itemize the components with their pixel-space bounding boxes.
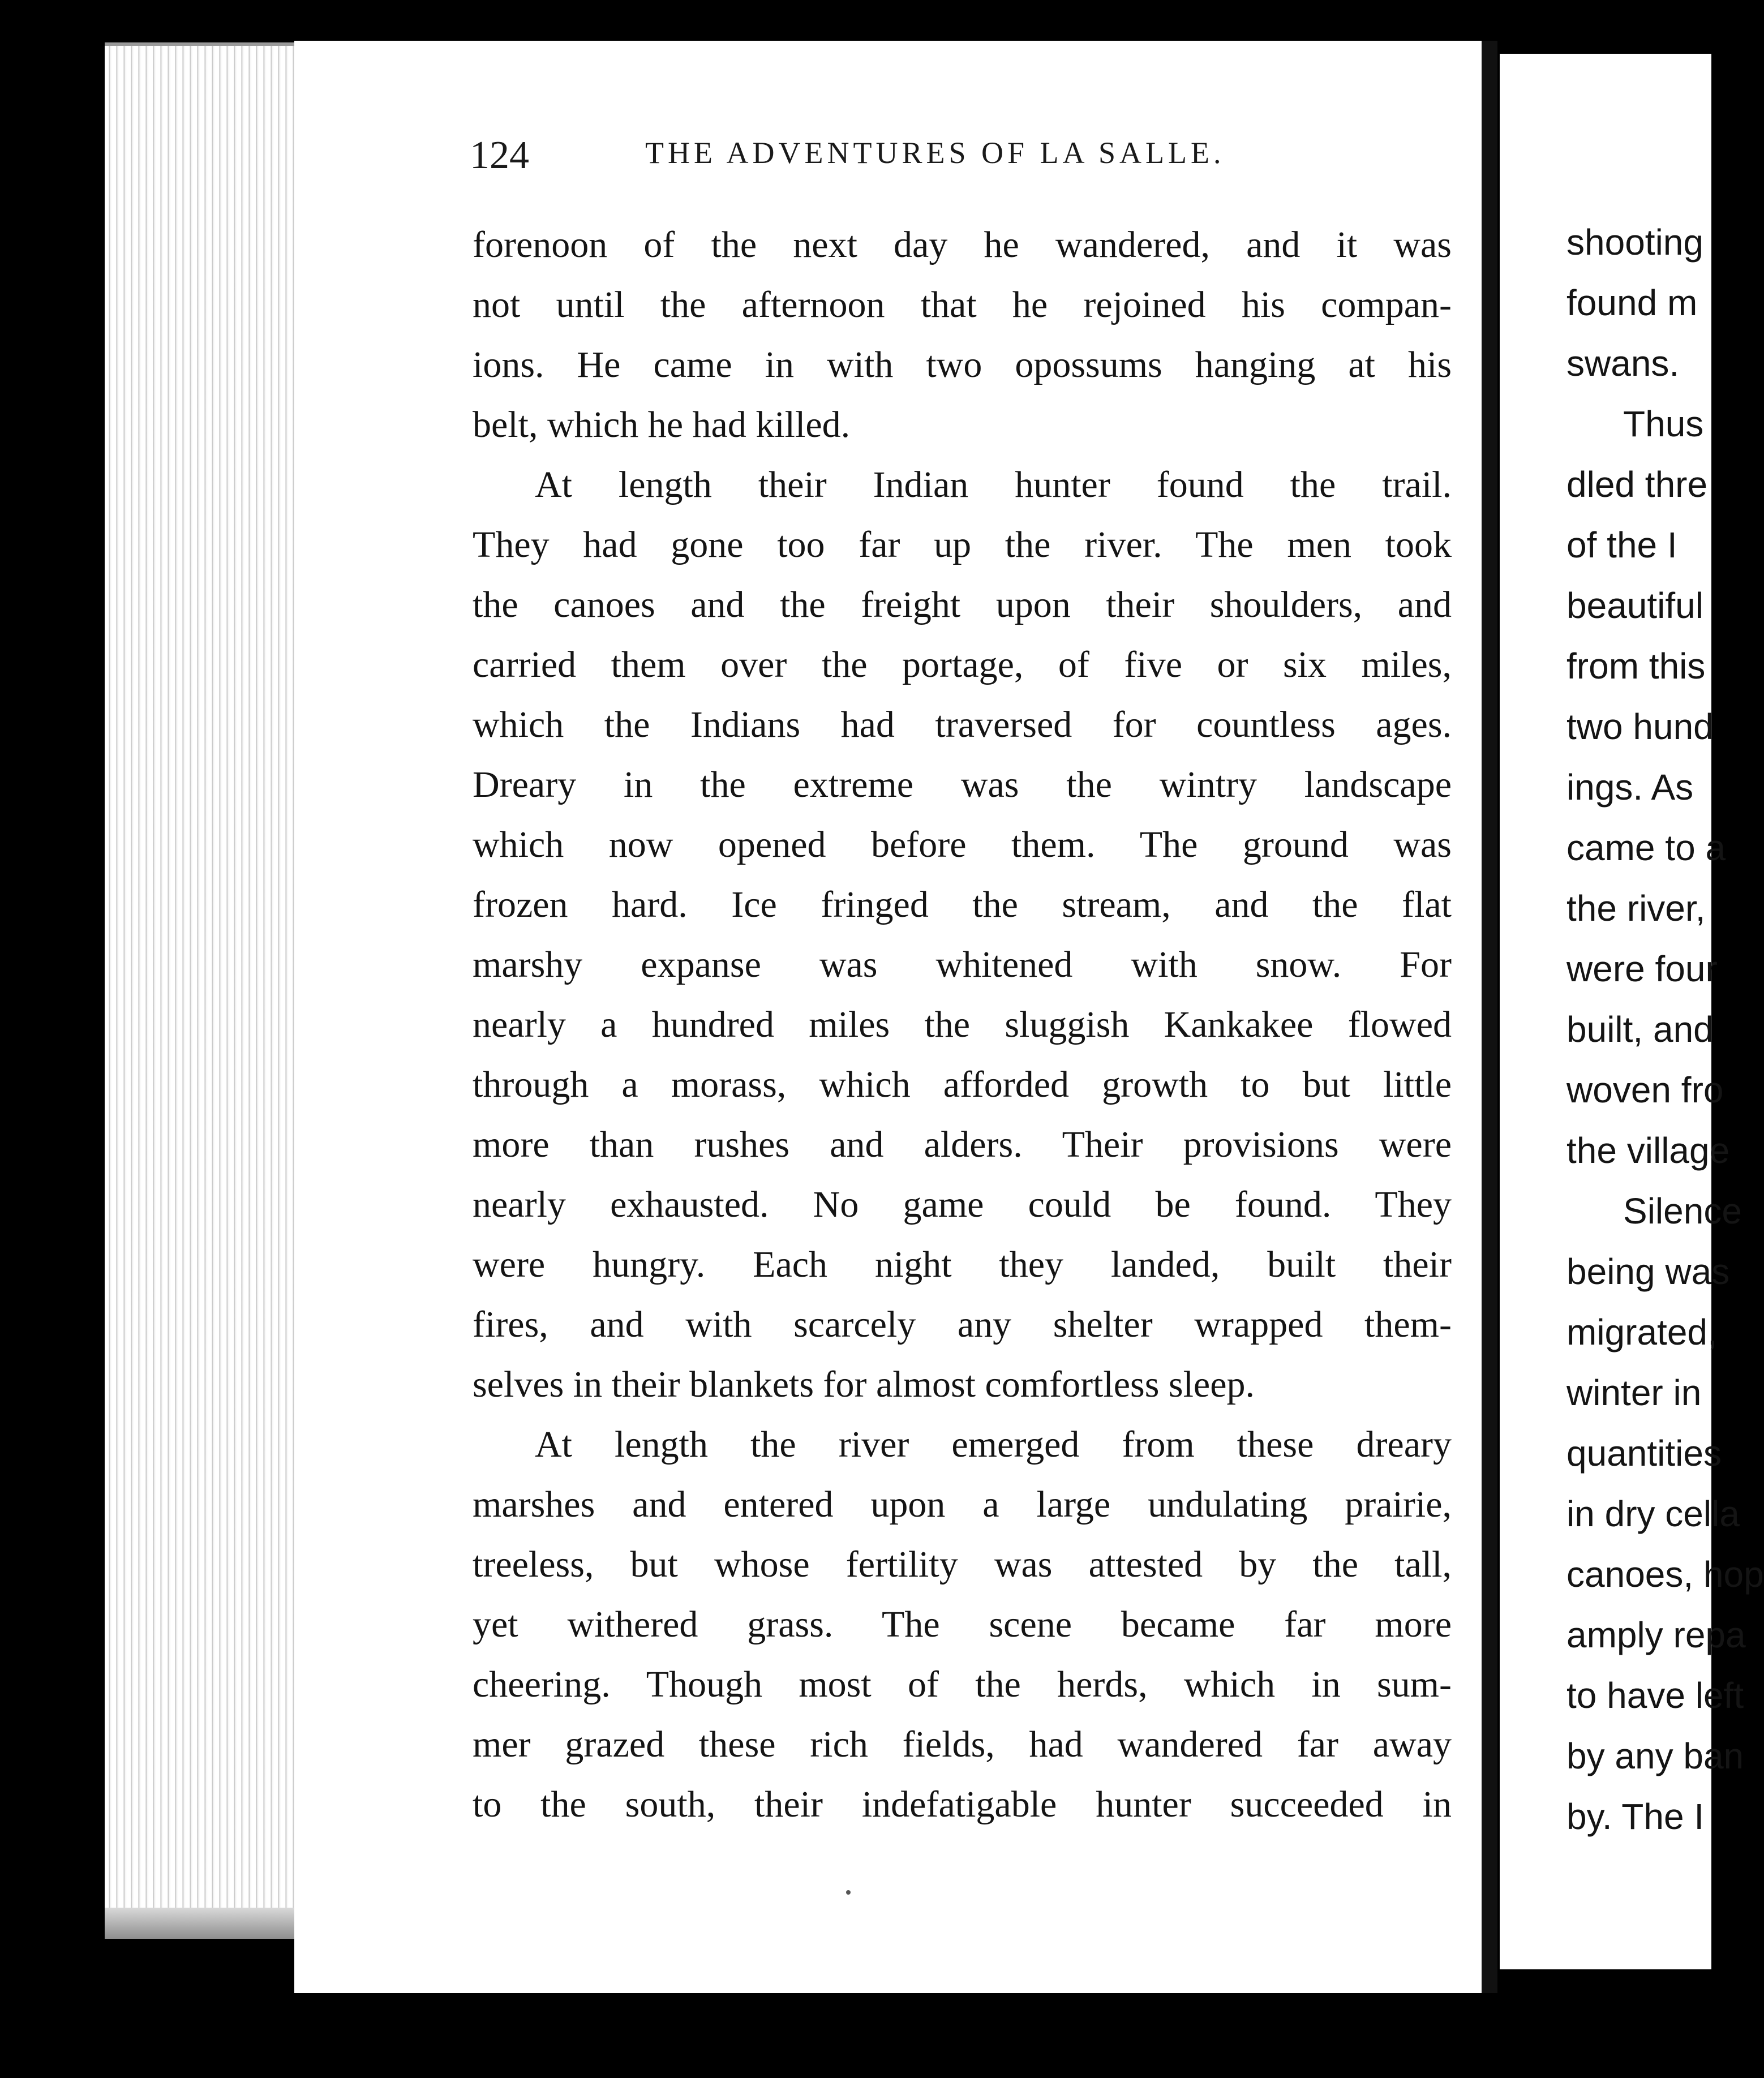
ink-speck: [846, 1890, 851, 1895]
text-line: nearly a hundred miles the sluggish Kankakee flowed: [473, 1004, 1452, 1045]
text-line: more than rushes and alders. Their provisions were: [473, 1124, 1452, 1165]
facing-line: came to a: [1566, 827, 1726, 868]
text-line: to the south, their indefatigable hunter succeeded in: [473, 1784, 1452, 1825]
facing-line: were four: [1566, 948, 1718, 989]
facing-line: winter in: [1566, 1372, 1702, 1413]
facing-line: Thus: [1623, 403, 1704, 444]
facing-line: found m: [1566, 282, 1698, 323]
facing-line: by any ban: [1566, 1736, 1744, 1776]
facing-line: Silence: [1623, 1191, 1742, 1231]
text-line: fires, and with scarcely any shelter wrapped them-: [473, 1304, 1452, 1345]
facing-line: swans.: [1566, 343, 1680, 384]
facing-line: migrated,: [1566, 1312, 1718, 1353]
facing-line: of the I: [1566, 525, 1677, 565]
scan-background: [0, 1993, 1711, 2078]
facing-line: the river,: [1566, 888, 1706, 929]
text-line: not until the afternoon that he rejoined his compan-: [473, 284, 1452, 325]
facing-line: amply repa: [1566, 1615, 1746, 1655]
text-line: yet withered grass. The scene became far more: [473, 1604, 1452, 1645]
text-line: forenoon of the next day he wandered, and it was: [473, 224, 1452, 265]
text-line: nearly exhausted. No game could be found. They: [473, 1184, 1452, 1225]
text-line: which the Indians had traversed for countless ages.: [473, 704, 1452, 745]
facing-line: shooting: [1566, 222, 1703, 263]
facing-line: dled thre: [1566, 464, 1708, 505]
paragraph-start: At length the river emerged from these dreary: [535, 1424, 1452, 1465]
facing-line: quantities: [1566, 1433, 1722, 1474]
text-line: marshy expanse was whitened with snow. For: [473, 944, 1452, 985]
facing-line: in dry cella: [1566, 1493, 1740, 1534]
text-line: the canoes and the freight upon their shoulders, and: [473, 584, 1452, 625]
facing-line: by. The I: [1566, 1796, 1705, 1837]
text-line: cheering. Though most of the herds, which in sum-: [473, 1664, 1452, 1705]
paragraph-start: At length their Indian hunter found the trail.: [535, 464, 1452, 505]
text-line: Dreary in the extreme was the wintry landscape: [473, 764, 1452, 805]
text-line: belt, which he had killed.: [473, 404, 851, 445]
facing-line: woven fro: [1566, 1070, 1724, 1110]
page-header: [470, 133, 1290, 184]
facing-line: built, and: [1566, 1009, 1714, 1050]
body-text: [473, 215, 1452, 1835]
facing-page-text: [1566, 212, 1764, 1847]
page-number: 124: [470, 134, 529, 177]
text-line: marshes and entered upon a large undulating prairie,: [473, 1484, 1452, 1525]
facing-line: the village: [1566, 1130, 1730, 1171]
text-line: treeless, but whose fertility was attested by the tall,: [473, 1544, 1452, 1585]
facing-line: two hund: [1566, 706, 1714, 747]
running-head: THE ADVENTURES OF LA SALLE.: [645, 136, 1225, 170]
text-line: mer grazed these rich fields, had wandered far away: [473, 1724, 1452, 1765]
book-gutter: [1482, 41, 1497, 1993]
text-line: carried them over the portage, of five or six miles,: [473, 644, 1452, 685]
facing-line: ings. As: [1566, 767, 1694, 808]
text-line: frozen hard. Ice fringed the stream, and the flat: [473, 884, 1452, 925]
facing-line: canoes, hop: [1566, 1554, 1764, 1595]
text-line: which now opened before them. The ground was: [473, 824, 1452, 865]
text-line: They had gone too far up the river. The men took: [473, 524, 1452, 565]
facing-line: being was: [1566, 1251, 1730, 1292]
facing-line: beautiful: [1566, 585, 1703, 626]
facing-line: from this: [1566, 646, 1706, 686]
text-line: ions. He came in with two opossums hanging at his: [473, 344, 1452, 385]
text-line: were hungry. Each night they landed, built their: [473, 1244, 1452, 1285]
page-edges: [105, 42, 314, 1939]
text-line: selves in their blankets for almost comfortless sleep.: [473, 1364, 1255, 1405]
facing-line: to have left: [1566, 1675, 1744, 1716]
text-line: through a morass, which afforded growth to but little: [473, 1064, 1452, 1105]
